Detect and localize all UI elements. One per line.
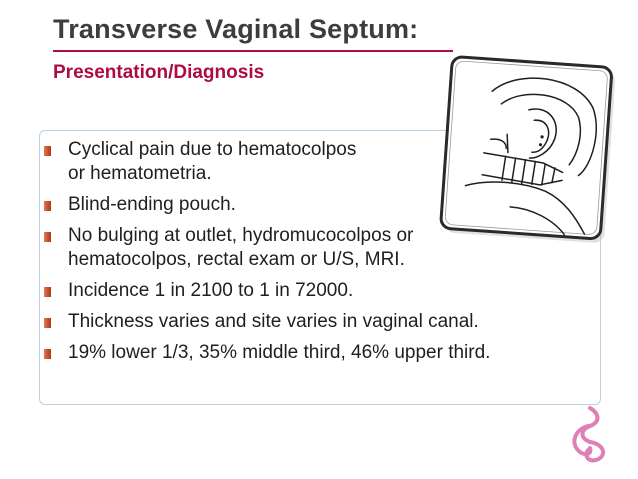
pink-logo-icon [566, 404, 612, 464]
square-bullet-icon [44, 232, 51, 242]
square-bullet-icon [44, 287, 51, 297]
bullet-line: hematocolpos, rectal exam or U/S, MRI. [68, 249, 405, 270]
bullet-line: Blind-ending pouch. [68, 194, 236, 215]
list-item [44, 279, 594, 303]
bullet-line: Cyclical pain due to hematocolpos [68, 139, 357, 160]
bullet-line: No bulging at outlet, hydromucocolpos or [68, 225, 414, 246]
slide-subtitle: Presentation/Diagnosis [53, 62, 265, 83]
list-item [44, 341, 594, 365]
square-bullet-icon [44, 146, 51, 156]
square-bullet-icon [44, 201, 51, 211]
bullet-text [44, 341, 594, 365]
slide-title: Transverse Vaginal Septum: [53, 14, 419, 44]
square-bullet-icon [44, 349, 51, 359]
list-item [44, 310, 594, 334]
bullet-text [44, 279, 594, 303]
bullet-line: 19% lower 1/3, 35% middle third, 46% upper third. [68, 342, 491, 363]
anatomy-sketch-icon [434, 52, 625, 252]
bullet-text [44, 310, 594, 334]
bullet-line: or hematometria. [68, 163, 212, 184]
square-bullet-icon [44, 318, 51, 328]
bullet-line: Thickness varies and site varies in vaginal canal. [68, 311, 479, 332]
bullet-line: Incidence 1 in 2100 to 1 in 72000. [68, 280, 354, 301]
title-underline [53, 50, 453, 52]
